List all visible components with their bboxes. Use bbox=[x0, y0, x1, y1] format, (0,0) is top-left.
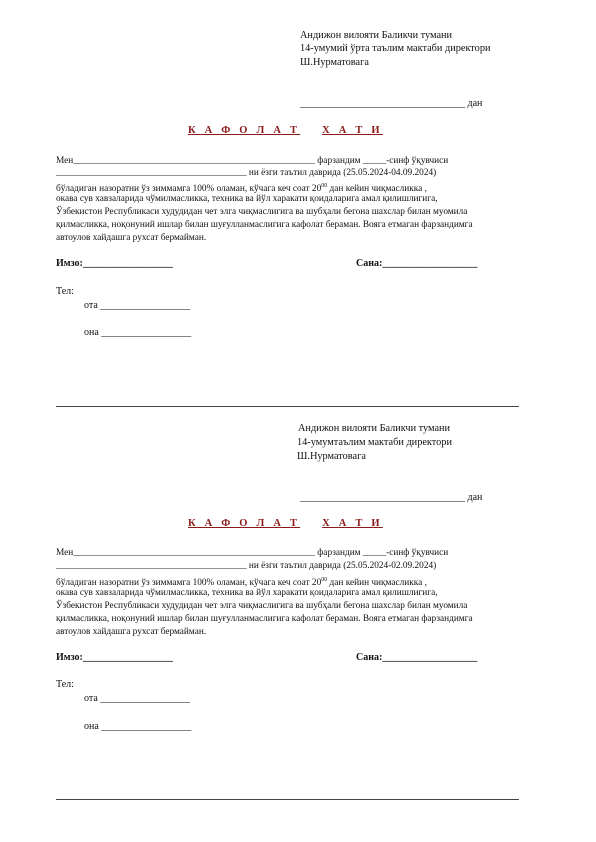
bottom-line bbox=[56, 799, 519, 800]
header-line-2: 14-умумтаълим мактаби директори bbox=[297, 437, 452, 448]
body-line-6: қилмасликка, ноқонуний ишлар билан шуғулланмаслигига кафолат бераман. Вояга етмаган фарзандимга bbox=[56, 614, 473, 624]
body-line-1: Мен____________________________________________________ фарзандим _____-синф ўқувчиси bbox=[56, 548, 449, 558]
body-line-7: автоулов хайдашга рухсат бермайман. bbox=[56, 627, 207, 637]
from-line: _________________________________ дан bbox=[300, 98, 483, 109]
phone-label: Тел: bbox=[56, 679, 74, 690]
title-word-letter: Х А Т И bbox=[322, 125, 383, 136]
title-word-guarantee: К А Ф О Л А Т bbox=[188, 518, 301, 529]
time-minutes: 00 bbox=[321, 577, 328, 583]
header-line-1: Андижон вилояти Баликчи тумани bbox=[300, 30, 453, 41]
cut-line bbox=[56, 406, 519, 407]
mother-phone-field: она __________________ bbox=[84, 721, 192, 732]
phone-label: Тел: bbox=[56, 286, 74, 297]
mother-phone-field: она __________________ bbox=[84, 327, 192, 338]
time-minutes: 00 bbox=[321, 183, 328, 189]
signature-field: Имзо:__________________ bbox=[56, 652, 173, 663]
body-line-2: _________________________________________ ни ёзги таътил даврида (25.05.2024-04.09.2024) bbox=[56, 168, 437, 178]
body-line-5: Ўзбекистон Республикаси худудидан чет элга чиқмаслигига ва шубҳали бегона шахслар билан муомила bbox=[56, 601, 468, 611]
date-field: Сана:___________________ bbox=[356, 258, 478, 269]
from-line: _________________________________ дан bbox=[300, 492, 483, 503]
body-line-4: окава сув хавзаларида чўмилмасликка, техника ва йўл харакати қоидаларига амал қилишлигига, bbox=[56, 588, 438, 598]
body-line-2: _________________________________________ ни ёзги таътил даврида (25.05.2024-02.09.2024) bbox=[56, 561, 437, 571]
body-line-6: қилмасликка, ноқонуний ишлар билан шуғулланмаслигига кафолат бераман. Вояга етмаган фарзандимга bbox=[56, 220, 473, 230]
father-phone-field: ота __________________ bbox=[84, 300, 191, 311]
document-title bbox=[188, 518, 383, 529]
body-line-1: Мен____________________________________________________ фарзандим _____-синф ўқувчиси bbox=[56, 156, 449, 166]
body-line-3-end: дан кейин чиқмасликка , bbox=[327, 184, 427, 194]
title-word-guarantee: К А Ф О Л А Т bbox=[188, 125, 301, 136]
body-line-5: Ўзбекистон Республикаси худудидан чет элга чиқмаслигига ва шубҳали бегона шахслар билан муомила bbox=[56, 207, 468, 217]
header-line-3: Ш.Нурматовага bbox=[300, 57, 369, 68]
header-line-1: Андижон вилояти Баликчи тумани bbox=[298, 423, 451, 434]
body-line-3-end: дан кейин чиқмасликка , bbox=[327, 578, 427, 588]
header-line-3: Ш.Нурматовага bbox=[297, 451, 366, 462]
header-line-2: 14-умумий ўрта таълим мактаби директори bbox=[300, 43, 491, 54]
body-line-3-start: бўладиган назоратни ўз зиммамга 100% оламан, кўчага кеч соат 20 bbox=[56, 578, 322, 588]
body-line-7: автоулов хайдашга рухсат бермайман. bbox=[56, 233, 207, 243]
title-word-letter: Х А Т И bbox=[322, 518, 383, 529]
date-field: Сана:___________________ bbox=[356, 652, 478, 663]
body-line-3-start: бўладиган назоратни ўз зиммамга 100% оламан, кўчага кеч соат 20 bbox=[56, 184, 322, 194]
father-phone-field: ота __________________ bbox=[84, 693, 191, 704]
document-title bbox=[188, 125, 383, 136]
body-line-4: окава сув хавзаларида чўмилмасликка, техника ва йўл харакати қоидаларига амал қилишлигига, bbox=[56, 194, 438, 204]
signature-field: Имзо:__________________ bbox=[56, 258, 173, 269]
